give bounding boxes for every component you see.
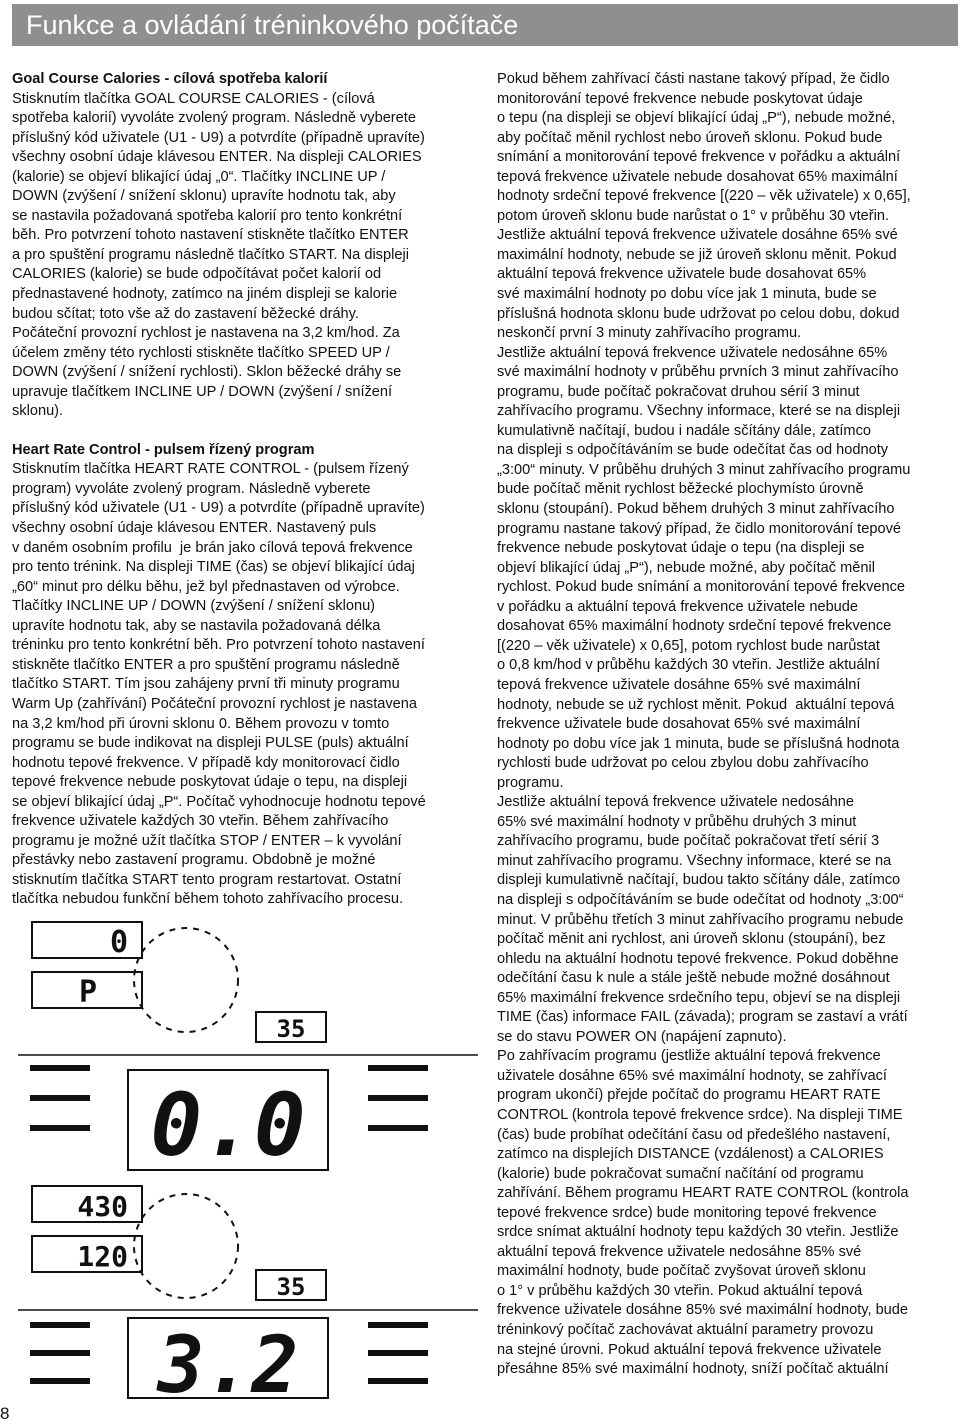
heart-rate-text — [12, 460, 484, 910]
left-column — [12, 70, 484, 910]
paragraph-line: zahřívacího programu, bude počítač pokračovat třetí sérií 3 — [497, 833, 880, 850]
paragraph-line: minut zahřívacího programu. Všechny informace, které se na — [497, 852, 892, 869]
paragraph-line: programu. — [497, 774, 564, 791]
paragraph-line: DOWN (zvýšení / snížení rychlosti). Sklon běžecké dráhy se — [12, 364, 402, 381]
calories-value-2: 430 — [77, 1190, 128, 1223]
main-value-1: 0.0 — [150, 1076, 306, 1176]
console-display-illustration — [18, 920, 483, 1400]
page-number: 8 — [0, 1404, 10, 1423]
paragraph-line: o tepu (na displeji se objeví blikající údaj „P“), nebude možné, — [497, 110, 896, 127]
paragraph-line: Stisknutím tlačítka GOAL COURSE CALORIES - (cílová — [12, 90, 375, 107]
paragraph-line: kumulativně načítají, budou i nadále sčítány dále, zatímco — [497, 422, 871, 439]
paragraph-line: rychlosti bude udržovat po celou zbylou dobu zahřívacího — [497, 755, 869, 772]
paragraph-line: Jestliže aktuální tepová frekvence uživatele dosáhne 65% své — [497, 227, 898, 244]
paragraph-line: běh. Pro potvrzení tohoto nastavení stiskněte tlačítko ENTER — [12, 227, 409, 244]
paragraph-line: „60“ minut pro délku běhu, jež byl přednastaven od výrobce. — [12, 578, 400, 595]
paragraph-line: všechny osobní údaje klávesou ENTER. Na displeji CALORIES — [12, 149, 422, 166]
paragraph-line: všechny osobní údaje klávesou ENTER. Nastavený puls — [12, 520, 377, 537]
paragraph-line: programu nastane takový případ, že čidlo monitorování tepové — [497, 520, 901, 537]
paragraph-line: aktuální tepová frekvence uživatele nedosáhne 85% své — [497, 1243, 862, 1260]
paragraph-line: DOWN (zvýšení / snížení sklonu) upravíte hodnotu tak, aby — [12, 188, 396, 205]
paragraph-line: na 3,2 km/hod při úrovni sklonu 0. Během provozu v tomto — [12, 715, 390, 732]
paragraph-line: monitorování tepové frekvence nebude poskytovat údaje — [497, 90, 863, 107]
paragraph-line: rychlost. Pokud bude snímání a monitorování tepové frekvence — [497, 579, 906, 596]
paragraph-line: program) vyvoláte zvolený program. Následně vyberete — [12, 480, 371, 497]
paragraph-line: potom úroveň sklonu bude narůstat o 1° v průběhu 30 vteřin. — [497, 207, 890, 224]
paragraph-line: frekvence uživatele dosáhne 85% své maximální hodnoty, bude — [497, 1302, 909, 1319]
paragraph-line: a pro spuštění programu následně tlačítko START. Na displeji — [12, 246, 409, 263]
paragraph-line: budou sčítat; toto vše až do zastavení běžecké dráhy. — [12, 305, 359, 322]
paragraph-line: stiskněte tlačítko ENTER a pro spuštění programu následně — [12, 656, 400, 673]
heart-rate-title: Heart Rate Control - pulsem řízený program — [12, 441, 315, 458]
paragraph-line: příslušný kód uživatele (U1 - U9) a potvrdíte (případně upravíte) — [12, 129, 425, 146]
paragraph-line: tepové frekvence srdce) bude monitoring tepové frekvence — [497, 1204, 877, 1221]
paragraph-line: se objeví blikající údaj „P“. Počítač vyhodnocuje hodnotu tepové — [12, 793, 426, 810]
paragraph-line: příslušná hodnota sklonu bude udržovat po celou dobu, dokud — [497, 305, 900, 322]
paragraph-line: tréninku pro tento konkrétní běh. Pro potvrzení tohoto nastavení — [12, 637, 425, 654]
paragraph-line: programu se bude indikovat na displeji PULSE (puls) aktuální — [12, 735, 409, 752]
paragraph-line: se nastavila požadovaná spotřeba kalorií pro tento konkrétní — [12, 207, 403, 224]
paragraph-line: tepová frekvence uživatele nebude dosahovat 65% maximální — [497, 168, 898, 185]
paragraph-line: TIME (čas) informace FAIL (závada); program se zastaví a vrátí — [497, 1009, 908, 1026]
paragraph-line: CONTROL (kontrola tepové frekvence srdce). Na displeji TIME — [497, 1106, 903, 1123]
paragraph-line: zatímco na displejích DISTANCE (vzdálenost) a CALORIES — [497, 1146, 884, 1163]
paragraph-line: Pokud během zahřívací části nastane takový případ, že čidlo — [497, 71, 890, 87]
main-value-2: 3.2 — [157, 1321, 299, 1400]
paragraph-line: Po zahřívacím programu (jestliže aktuální tepová frekvence — [497, 1048, 881, 1065]
paragraph-line: hodnoty srdeční tepové frekvence [(220 – věk uživatele) x 0,65], — [497, 188, 911, 205]
paragraph-line: Počáteční provozní rychlost je nastavena na 3,2 km/hod. Za — [12, 325, 400, 342]
paragraph-line: aktuální tepová frekvence uživatele bude dosahovat 65% — [497, 266, 867, 283]
calories-value-1: 0 — [109, 925, 128, 960]
paragraph-line: displeji kumulativně načítají, budou takto sčítány dále, zatímco — [497, 872, 901, 889]
paragraph-line: zahřívání. Během programu HEART RATE CONTROL (kontrola — [497, 1185, 909, 1202]
paragraph-line: v pořádku a aktuální tepová frekvence uživatele nebude — [497, 598, 859, 615]
paragraph-line: objeví blikající údaj „P“), nebude možné, aby počítač měnil — [497, 559, 876, 576]
paragraph-line: upravuje tlačítkem INCLINE UP / DOWN (zvýšení / snížení — [12, 383, 393, 400]
small-value-2: 35 — [276, 1273, 306, 1301]
track-indicator-1 — [134, 928, 238, 1032]
paragraph-line: příslušný kód uživatele (U1 - U9) a potvrdíte (případně upravíte) — [12, 500, 425, 517]
paragraph-line: aby počítač měnil rychlost nebo úroveň sklonu. Pokud bude — [497, 129, 883, 146]
paragraph-line: zahřívacího programu. Všechny informace, které se na displeji — [497, 403, 901, 420]
paragraph-line: frekvence uživatele každých 30 vteřin. Během zahřívacího — [12, 813, 389, 830]
paragraph-line: 65% maximální frekvence srdečního tepu, objeví se na displeji — [497, 989, 901, 1006]
paragraph-line: programu je možné užít tlačítka STOP / ENTER – k vyvolání — [12, 832, 402, 849]
paragraph-line: CALORIES (kalorie) se bude odpočítávat počet kalorií od — [12, 266, 382, 283]
paragraph-line: tlačítka nebudou funkční během tohoto zahřívacího procesu. — [12, 891, 404, 908]
paragraph-line: (kalorie) se objeví blikající údaj „0“. Tlačítky INCLINE UP / — [12, 168, 386, 185]
paragraph-line: (kalorie) bude pokračovat sumační načítání od programu — [497, 1165, 864, 1182]
paragraph-line: na stejné úrovni. Pokud aktuální tepová frekvence uživatele — [497, 1341, 882, 1358]
paragraph-line: 65% své maximální hodnoty v průběhu druhých 3 minut — [497, 813, 857, 830]
paragraph-line: přednastavené hodnoty, zatímco na jiném displeji se kalorie — [12, 286, 398, 303]
pulse-value-1: P — [78, 975, 98, 1010]
paragraph-line: odečítání času k nule a stále ještě nebude možné dosáhnout — [497, 970, 890, 987]
paragraph-line: dosahovat 65% maximální hodnoty srdeční tepové frekvence — [497, 618, 892, 635]
paragraph-line: „3:00“ minuty. V průběhu druhých 3 minut zahřívacího programu — [497, 461, 911, 478]
page-title: Funkce a ovládání tréninkového počítače — [26, 10, 519, 40]
paragraph-line: stisknutím tlačítka START tento program restartovat. Ostatní — [12, 871, 402, 888]
paragraph-line: počítač měnit ani rychlost, ani úroveň sklonu (stoupání), bez — [497, 931, 886, 948]
paragraph-line: upravíte hodnotu tak, aby se nastavila požadovaná délka — [12, 617, 381, 634]
console-display-figure — [18, 920, 483, 1400]
paragraph-line: Stisknutím tlačítka HEART RATE CONTROL - (pulsem řízený — [12, 461, 409, 478]
small-value-1: 35 — [276, 1015, 306, 1043]
paragraph-line: srdce snímat aktuální hodnoty tepu každých 30 vteřin. Jestliže — [497, 1224, 899, 1241]
paragraph-line: o 1° v průběhu každých 30 vteřin. Pokud aktuální tepová — [497, 1282, 863, 1299]
paragraph-line: v daném osobním profilu je brán jako cílová tepová frekvence — [12, 539, 413, 556]
paragraph-line: uživatele dosáhne 65% své maximální hodnoty, se zahřívací — [497, 1067, 887, 1084]
paragraph-line: neskončí první 3 minuty zahřívacího programu. — [497, 325, 802, 342]
paragraph-line: Warm Up (zahřívání) Počáteční provozní rychlost je nastavena — [12, 695, 418, 712]
paragraph-line: snímání a monitorování tepové frekvence v pořádku a aktuální — [497, 149, 901, 166]
goal-course-title: Goal Course Calories - cílová spotřeba kalorií — [12, 71, 328, 87]
paragraph-line: tréninkový počítač zachovávat aktuální parametry provozu — [497, 1322, 874, 1338]
paragraph-line: frekvence uživatele bude dosahovat 65% své maximální — [497, 716, 861, 733]
header-bar — [12, 4, 958, 46]
paragraph-line: tepová frekvence uživatele dosáhne 65% své maximální — [497, 676, 861, 693]
paragraph-line: hodnoty po dobu více jak 1 minuta, bude se příslušná hodnota — [497, 735, 900, 752]
pulse-value-2: 120 — [77, 1240, 128, 1273]
paragraph-line: (čas) bude probíhat odečítání času od předešlého nastavení, — [497, 1126, 891, 1143]
paragraph-line: pro tento trénink. Na displeji TIME (čas) se objeví blikající údaj — [12, 559, 415, 576]
paragraph-line: o 0,8 km/hod v průběhu každých 30 vteřin. Jestliže aktuální — [497, 657, 880, 674]
paragraph-line: Tlačítky INCLINE UP / DOWN (zvýšení / snížení sklonu) — [12, 598, 376, 615]
paragraph-line: program ukončí) přejde počítač do programu HEART RATE — [497, 1087, 881, 1104]
paragraph-line: sklonu (stoupání). Pokud během druhých 3 minut zahřívacího — [497, 501, 895, 518]
paragraph-line: hodnotu tepové frekvence. V případě kdy monitorovací čidlo — [12, 754, 400, 771]
paragraph-line: tlačítko START. Tím jsou zahájeny první tři minuty programu — [12, 676, 400, 693]
paragraph-line: frekvence nebude poskytovat údaje o tepu (na displeji se — [497, 540, 865, 557]
right-column — [497, 70, 953, 1380]
paragraph-line: tepové frekvence nebude poskytovat údaje o tepu, na displeji — [12, 774, 408, 791]
track-indicator-2 — [134, 1194, 238, 1298]
paragraph-line: přesáhne 85% své maximální hodnoty, sníží počítač aktuální — [497, 1361, 889, 1378]
paragraph-line: své maximální hodnoty po dobu více jak 1 minuta, bude se — [497, 286, 877, 303]
paragraph-line: spotřeba kalorií) vyvoláte zvolený program. Následně vyberete — [12, 110, 416, 127]
paragraph-line: [(220 – věk uživatele) x 0,65], potom rychlost bude narůstat — [497, 637, 880, 654]
paragraph-line: maximální hodnoty, nebude se již úroveň sklonu měnit. Pokud — [497, 246, 897, 263]
paragraph-line: sklonu). — [12, 403, 64, 420]
paragraph-line: minut. V průběhu třetích 3 minut zahřívacího programu nebude — [497, 911, 904, 928]
paragraph-line: programu, bude počítač pokračovat druhou sérií 3 minut — [497, 383, 860, 400]
goal-course-text — [12, 90, 484, 422]
paragraph-line: přestávky nebo zastavení programu. Obdobně je možné — [12, 852, 376, 869]
paragraph-line: ohledu na aktuální hodnotu tepové frekvence. Pokud doběhne — [497, 950, 899, 967]
paragraph-line: se do stavu POWER ON (napájení zapnuto). — [497, 1028, 787, 1045]
paragraph-line: na displeji s odpočítáváním se bude odečítat čas od hodnoty — [497, 442, 889, 459]
paragraph-line: účelem změny této rychlosti stiskněte tlačítko SPEED UP / — [12, 344, 390, 361]
paragraph-line: Jestliže aktuální tepová frekvence uživatele nedosáhne — [497, 794, 854, 811]
paragraph-line: na displeji s odpočítáváním se bude odečítat od hodnoty „3:00“ — [497, 891, 904, 908]
paragraph-line: hodnoty, nebude se už rychlost měnit. Pokud aktuální tepová — [497, 696, 895, 713]
paragraph-line: maximální hodnoty, bude počítač zvyšovat úroveň sklonu — [497, 1263, 866, 1280]
paragraph-line: Jestliže aktuální tepová frekvence uživatele nedosáhne 65% — [497, 344, 888, 361]
paragraph-line: své maximální hodnoty v průběhu prvních 3 minut zahřívacího — [497, 364, 899, 381]
paragraph-line: bude počítač měnit rychlost běžecké plochymísto úrovně — [497, 481, 864, 498]
